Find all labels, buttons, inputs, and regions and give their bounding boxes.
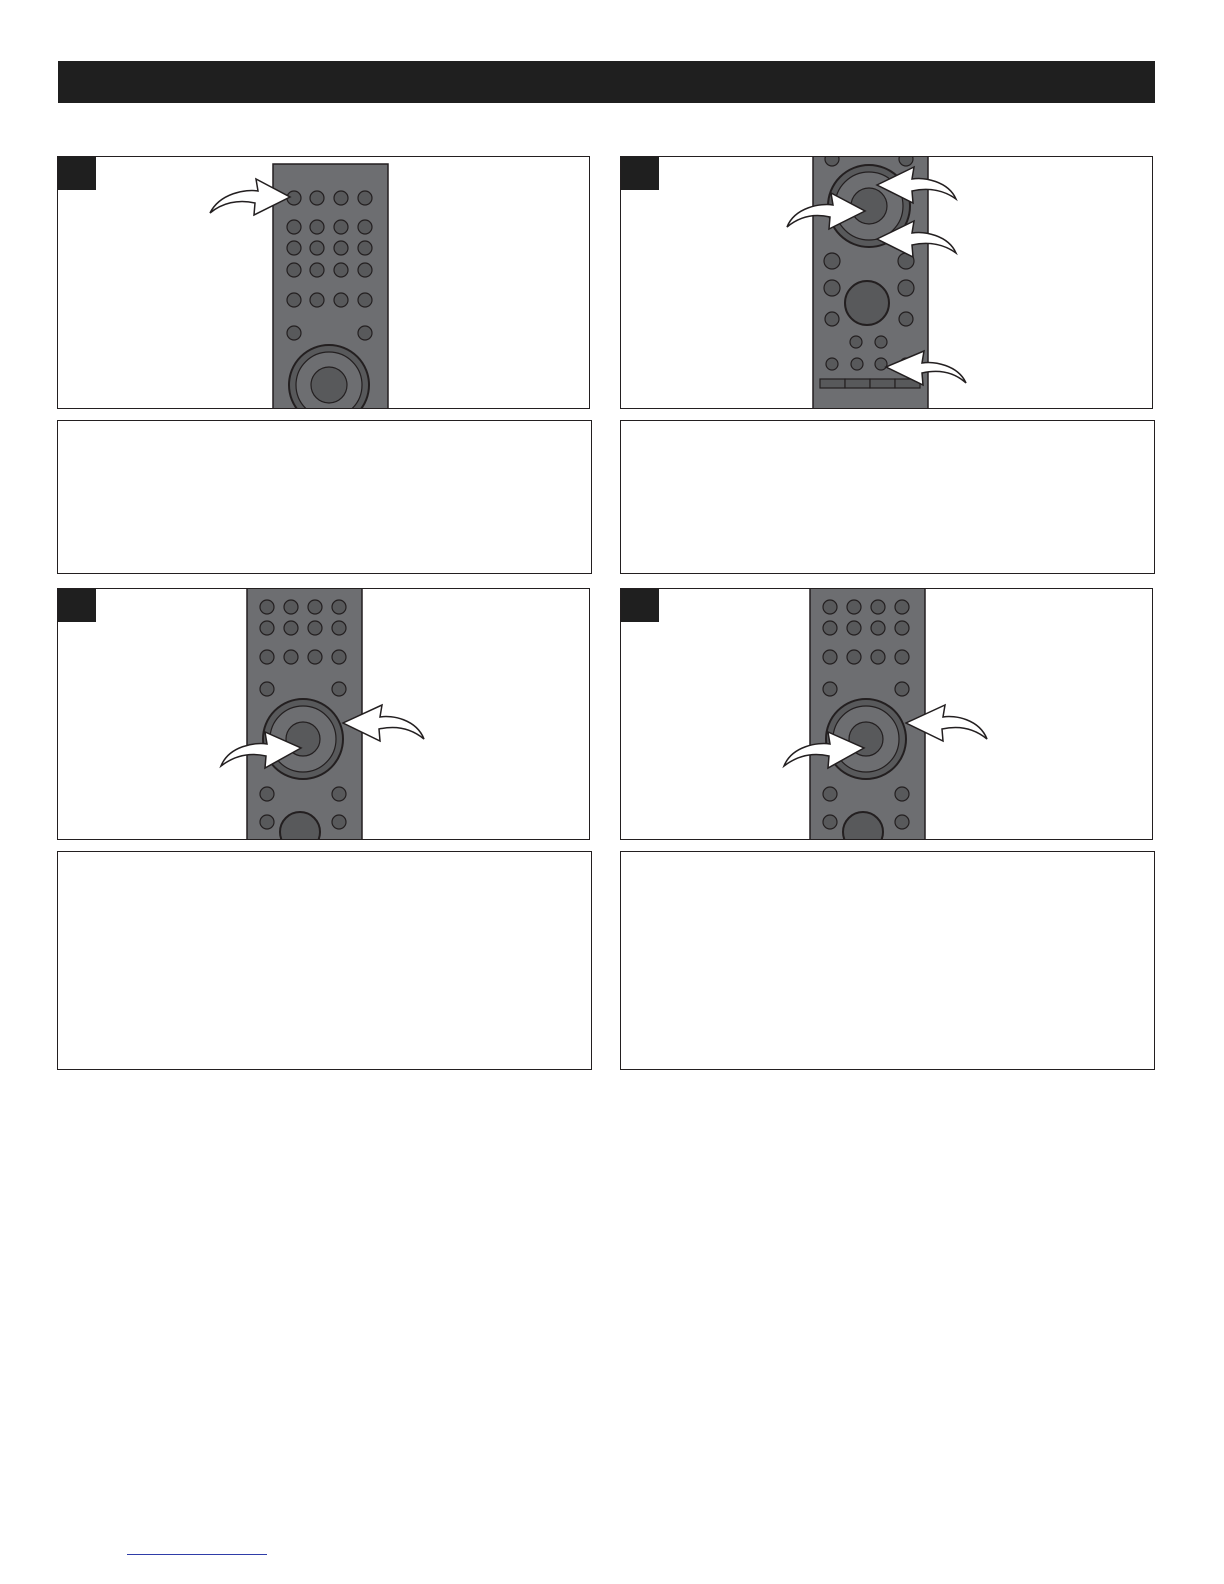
step-4-illustration (620, 588, 1153, 840)
step-1-text (57, 420, 592, 574)
footer-link-underline[interactable] (127, 1554, 267, 1555)
section-header-bar (58, 61, 1155, 103)
step-3-text (57, 851, 592, 1070)
step-4-badge (621, 589, 659, 622)
remote-control-icon (621, 589, 1153, 840)
remote-control-icon (58, 157, 590, 409)
remote-control-icon (58, 589, 590, 840)
step-2-text (620, 420, 1155, 574)
step-1-illustration (57, 156, 590, 409)
step-1-badge (58, 157, 96, 190)
step-3-badge (58, 589, 96, 622)
step-3-illustration (57, 588, 590, 840)
remote-control-icon (621, 157, 1153, 409)
step-4-text (620, 851, 1155, 1070)
step-2-badge (621, 157, 659, 190)
step-2-illustration (620, 156, 1153, 409)
